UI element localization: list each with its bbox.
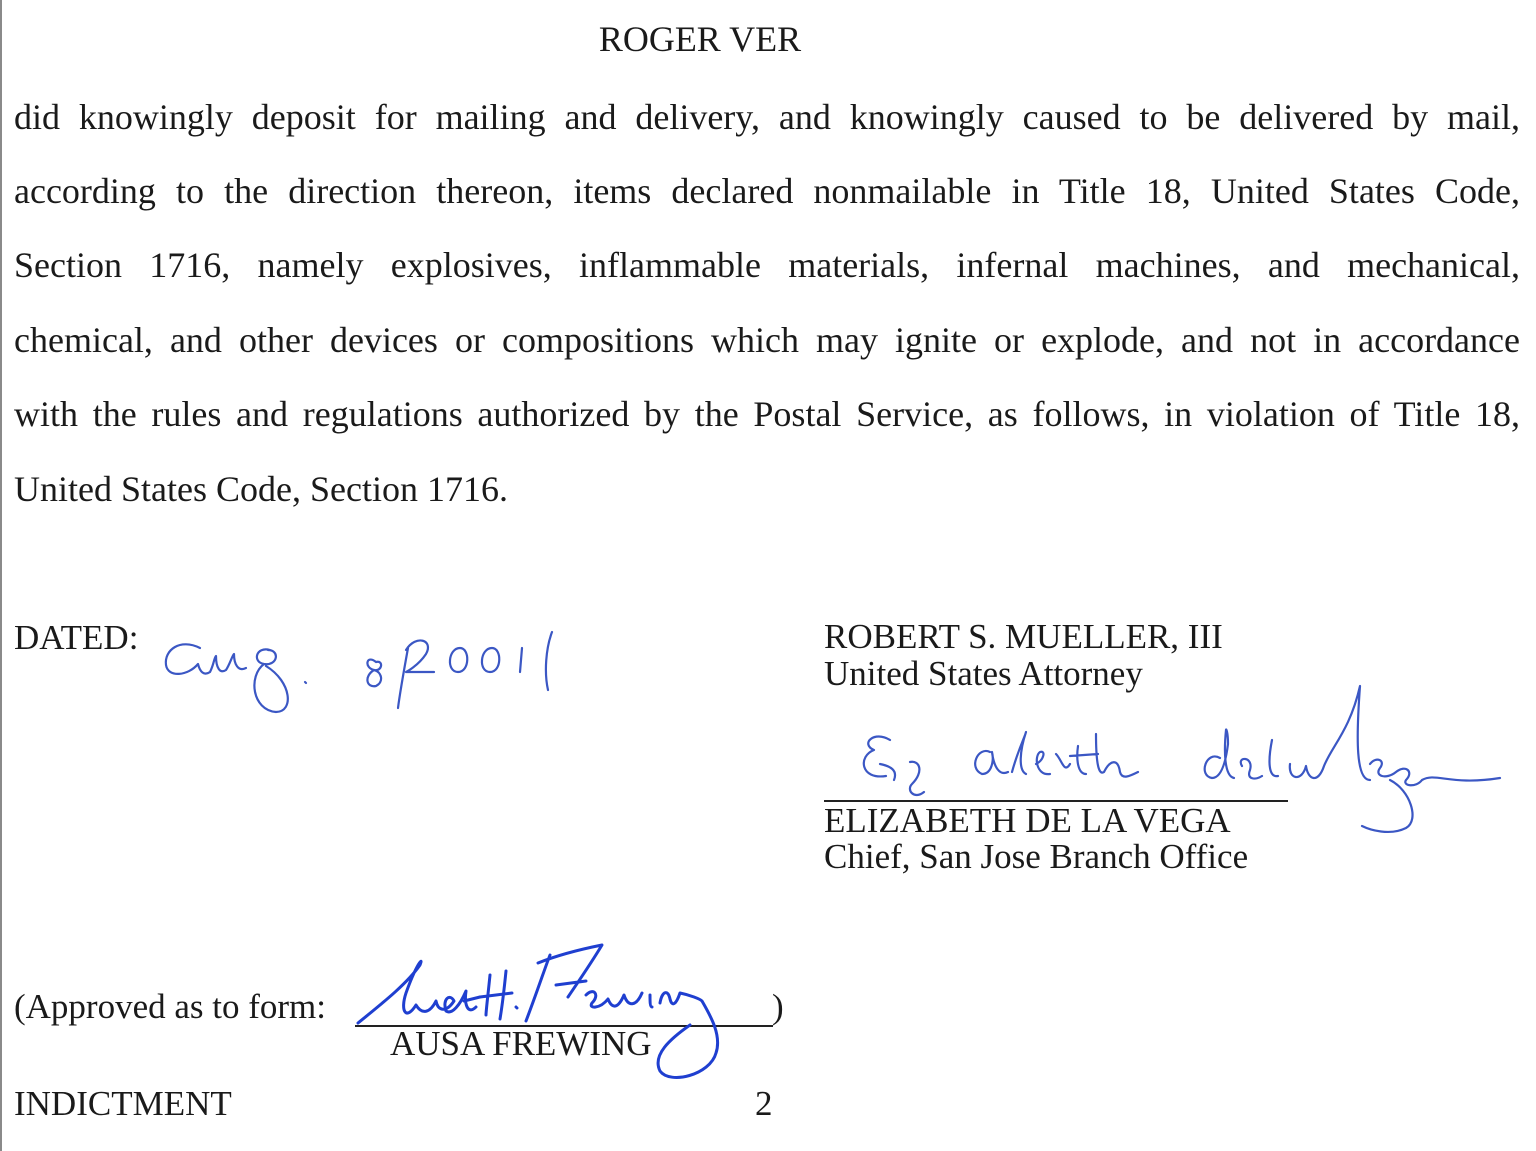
handwritten-date [160,620,560,720]
signature-de-la-vega [850,680,1510,840]
page-number: 2 [755,1084,773,1123]
defendant-heading: ROGER VER [598,19,802,59]
us-attorney-title: United States Attorney [824,654,1143,693]
signature-frewing [350,935,740,1085]
paragraph-line: United States Code, Section 1716. [14,469,508,509]
document-type: INDICTMENT [14,1084,232,1123]
approval-close-paren: ) [772,987,784,1026]
dated-label: DATED: [14,618,139,657]
signer-name: ELIZABETH DE LA VEGA [824,801,1231,840]
paragraph-line: did knowingly deposit for mailing and delivery, and knowingly caused to be delivered by mail, [14,97,1520,137]
approval-label: (Approved as to form: [14,987,327,1026]
signer-title: Chief, San Jose Branch Office [824,837,1249,876]
paragraph-line: chemical, and other devices or compositions which may ignite or explode, and not in accordance [14,320,1520,360]
approver-name: AUSA FREWING [390,1024,652,1063]
paragraph-line: according to the direction thereon, items declared nonmailable in Title 18, United States Code, [14,171,1520,211]
page-left-edge [0,0,2,1151]
paragraph-line: Section 1716, namely explosives, inflammable materials, infernal machines, and mechanical, [14,245,1520,285]
us-attorney-name: ROBERT S. MUELLER, III [824,617,1223,656]
paragraph-line: with the rules and regulations authorized by the Postal Service, as follows, in violation of Title 18, [14,394,1520,434]
